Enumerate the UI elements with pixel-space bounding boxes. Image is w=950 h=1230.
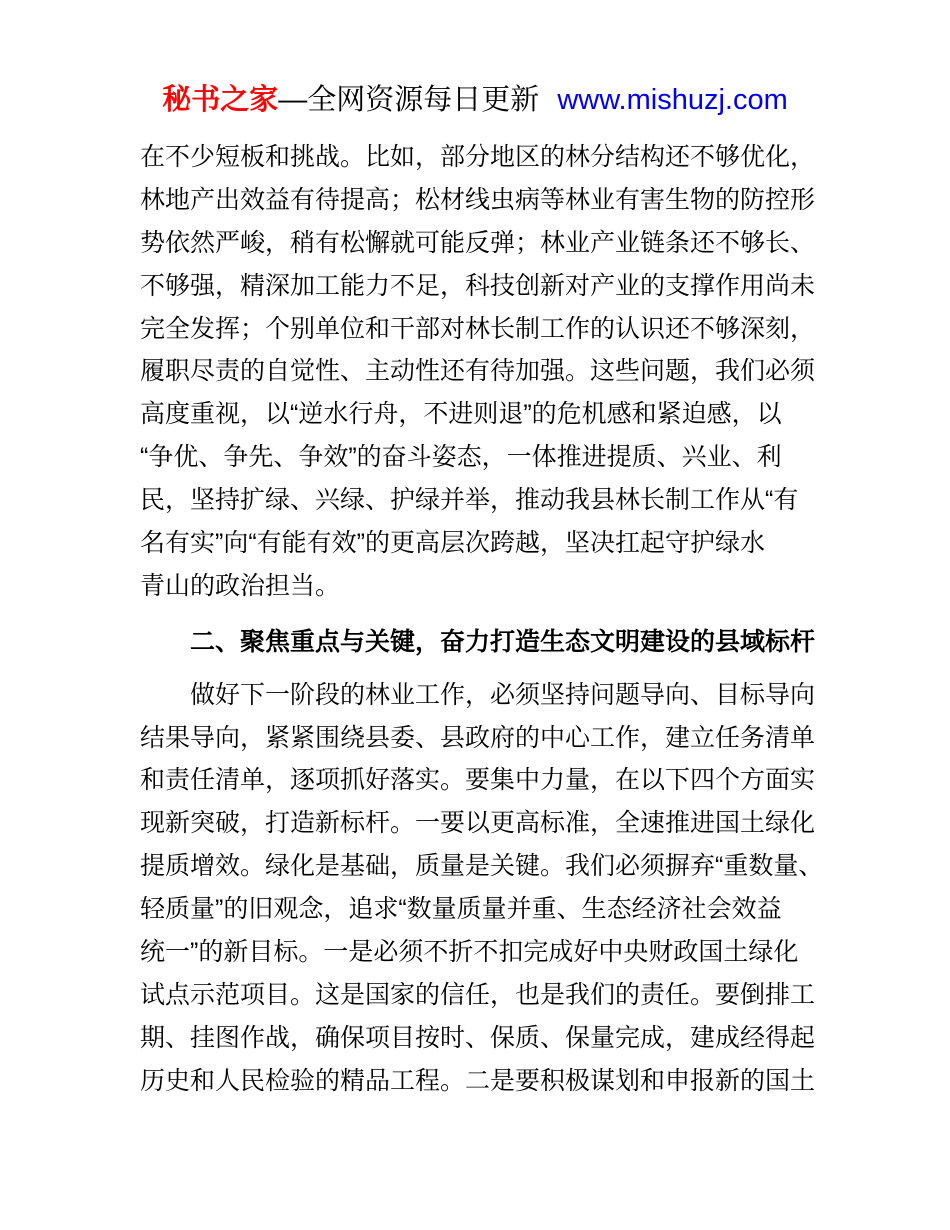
text-line: 现新突破，打造新标杆。一要以更高标准，全速推进国土绿化 [140, 809, 816, 838]
section-heading: 二、聚焦重点与关键，奋力打造生态文明建设的县域标杆 [190, 627, 816, 656]
text-line: 不够强，精深加工能力不足，科技创新对产业的支撑作用尚未 [140, 271, 816, 300]
text-line: 青山的政治担当。 [140, 571, 341, 600]
site-header [0, 0, 950, 118]
text-line: 完全发挥；个别单位和干部对林长制工作的认识还不够深刻， [140, 314, 816, 343]
header-dash: — [278, 84, 308, 116]
text-line: 履职尽责的自觉性、主动性还有待加强。这些问题，我们必须 [140, 357, 816, 386]
header-tagline: 全网资源每日更新 [307, 84, 540, 116]
text-line: 名有实”向“有能有效”的更高层次跨越，坚决扛起守护绿水 [140, 529, 765, 558]
paragraph-2 [140, 674, 824, 1103]
text-line: 民，坚持扩绿、兴绿、护绿并举，推动我县林长制工作从“有 [140, 486, 799, 515]
site-url-link[interactable]: www.mishuzj.com [557, 84, 788, 116]
text-line: 试点示范项目。这是国家的信任，也是我们的责任。要倒排工 [140, 980, 816, 1009]
text-line: 在不少短板和挑战。比如，部分地区的林分结构还不够优化， [140, 143, 816, 171]
text-line: 林地产出效益有待提高；松材线虫病等林业有害生物的防控形 [140, 185, 816, 214]
text-line: 统一”的新目标。一是必须不折不扣完成好中央财政国土绿化 [140, 938, 799, 967]
text-line: 高度重视，以“逆水行舟，不进则退”的危机感和紧迫感，以 [140, 400, 782, 429]
document-body [140, 136, 824, 1103]
paragraph-1 [140, 136, 818, 608]
text-line: 提质增效。绿化是基础，质量是关键。我们必须摒弃“重数量、 [140, 852, 824, 881]
site-brand: 秘书之家 [162, 84, 279, 116]
text-line: 轻质量”的旧观念，追求“数量质量并重、生态经济社会效益 [140, 895, 782, 924]
text-line: 结果导向，紧紧围绕县委、县政府的中心工作，建立任务清单 [140, 723, 816, 752]
text-line: 势依然严峻，稍有松懈就可能反弹；林业产业链条还不够长、 [140, 228, 816, 257]
text-line: 历史和人民检验的精品工程。二是要积极谋划和申报新的国土 [140, 1066, 816, 1095]
text-line: 和责任清单，逐项抓好落实。要集中力量，在以下四个方面实 [140, 766, 816, 795]
text-line: 做好下一阶段的林业工作，必须坚持问题导向、目标导向 [190, 680, 816, 709]
text-line: 期、挂图作战，确保项目按时、保质、保量完成，建成经得起 [140, 1023, 816, 1052]
text-line: “争优、争先、争效”的奋斗姿态，一体推进提质、兴业、利 [140, 443, 782, 472]
